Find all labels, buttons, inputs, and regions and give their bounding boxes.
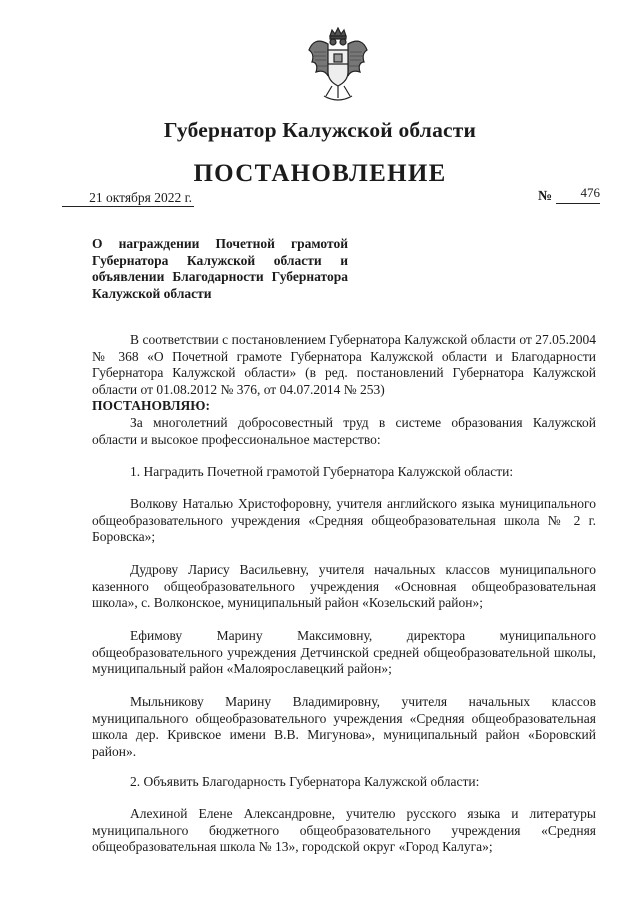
- award-item: Ефимову Марину Максимовну, директора муниципального общеобразовательного учреждения Детчинской средней общеобразовательной школы, муниципальный район «Малоярославецкий район»;: [92, 628, 596, 676]
- reason-paragraph: За многолетний добросовестный труд в системе образования Калужской области и высокое профессиональное мастерство:: [92, 415, 596, 447]
- section-2-title: 2. Объявить Благодарность Губернатора Калужской области:: [130, 774, 480, 789]
- preamble-paragraph: В соответствии с постановлением Губернатора Калужской области от 27.05.2004 № 368 «О Почетной грамоте Губернатора Калужской области и Благодарности Губернатора Калужской области» (в ред. постановлений Губернатора Калужской области от 01.08.2012 № 376, от 04.07.2014 № 253): [92, 332, 596, 397]
- decree-heading: О награждении Почетной грамотой Губернатора Калужской области и объявлении Благодарности Губернатора Калужской области: [92, 236, 348, 301]
- award-item: Мыльникову Марину Владимировну, учителя начальных классов муниципального общеобразовательного учреждения «Средняя общеобразовательная школа дер. Кривское имени В.В. Мигунова», муниципальный район «Боровский район».: [92, 694, 596, 759]
- award-item: Дудрову Ларису Васильевну, учителя начальных классов муниципального казенного общеобразовательного учреждения «Основная общеобразовательная школа», с. Волконское, муниципальный район «Козельский район»;: [92, 562, 596, 610]
- governor-title: Губернатор Калужской области: [163, 118, 477, 142]
- coat-of-arms-emblem: [306, 26, 370, 104]
- section-1-title: 1. Наградить Почетной грамотой Губернатора Калужской области:: [130, 464, 514, 479]
- number-label: №: [538, 189, 553, 204]
- award-item: Волкову Наталью Христофоровну, учителя английского языка муниципального общеобразовательного учреждения «Средняя общеобразовательная школа № 2 г. Боровска»;: [92, 496, 596, 544]
- decree-word: ПОСТАНОВЛЯЮ:: [92, 398, 210, 413]
- document-date: 21 октября 2022 г.: [62, 190, 194, 207]
- document-type: ПОСТАНОВЛЕНИЕ: [193, 160, 447, 187]
- document-number: 476: [556, 185, 600, 204]
- gratitude-item: Алехиной Елене Александровне, учителю русского языка и литературы муниципального бюджетного общеобразовательного учреждения «Средняя общеобразовательная школа № 13», городской округ «Город Калуга»;: [92, 806, 596, 854]
